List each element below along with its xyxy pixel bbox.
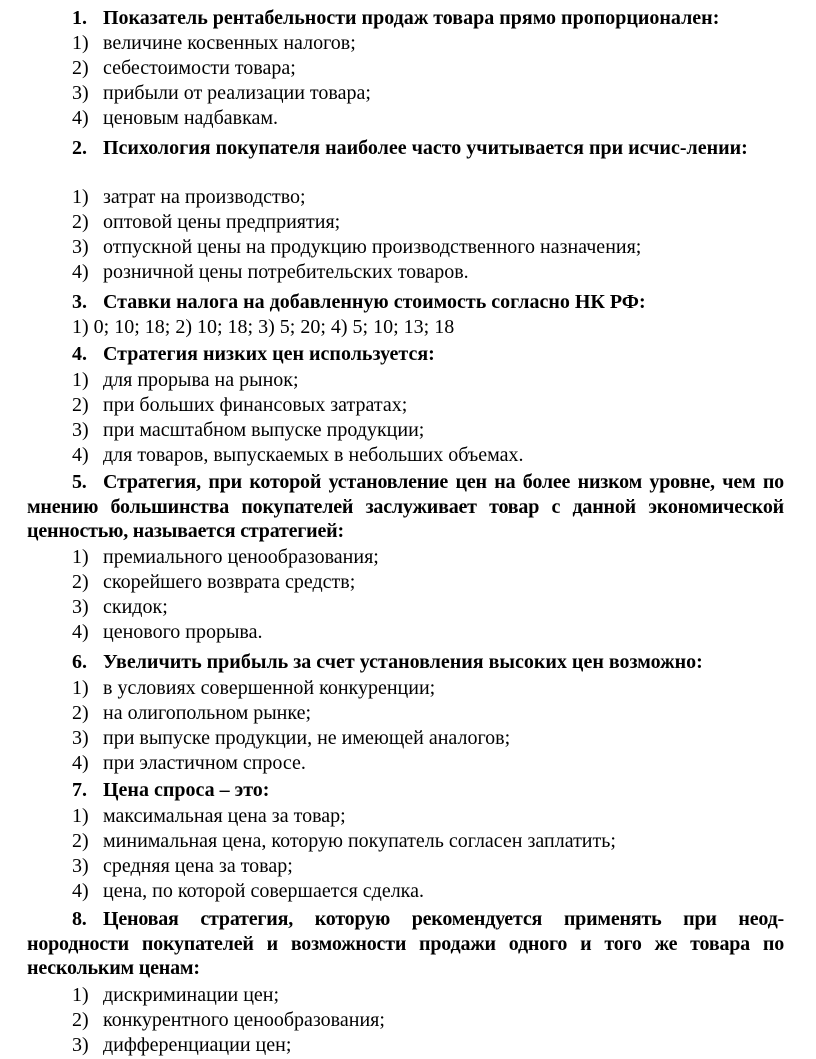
answer-text: затрат на производство; <box>103 186 306 208</box>
question-text: Ставки налога на добавленную стоимость согласно НК РФ: <box>103 291 646 313</box>
answer-4-3 <box>72 418 424 443</box>
answer-number: 2) <box>72 211 89 233</box>
question-number: 5. <box>72 471 87 493</box>
question-number: 4. <box>72 343 87 365</box>
answer-8-2 <box>72 1008 385 1033</box>
question-text: Увеличить прибыль за счет установления высоких цен возможно: <box>103 651 703 673</box>
question-text: Стратегия низких цен используется: <box>103 343 435 365</box>
answer-1-1 <box>72 31 356 56</box>
answer-2-4 <box>72 260 469 285</box>
answer-text: минимальная цена, которую покупатель согласен заплатить; <box>103 830 616 852</box>
answer-5-1 <box>72 545 379 570</box>
answer-text: ценового прорыва. <box>103 621 263 643</box>
question-5 <box>27 470 784 544</box>
question-7 <box>27 778 784 803</box>
answer-text: дифференциации цен; <box>103 1034 292 1056</box>
answer-number: 4) <box>72 621 89 643</box>
answer-text: конкурентного ценообразования; <box>103 1009 385 1031</box>
question-text: Ценовая стратегия, которую рекомендуется применять при неод-нородности покупателей и возможности продажи одного и того же товара по нескольким ценам: <box>27 908 784 979</box>
question-2 <box>27 136 784 161</box>
answer-7-3 <box>72 854 293 879</box>
answer-text: при больших финансовых затратах; <box>103 394 408 416</box>
answer-4-2 <box>72 393 407 418</box>
answer-number: 1) <box>72 677 89 699</box>
answer-text: дискриминации цен; <box>103 984 280 1006</box>
answer-3-inline: 1) 0; 10; 18; 2) 10; 18; 3) 5; 20; 4) 5; 10; 13; 18 <box>72 316 455 338</box>
answer-text: при эластичном спросе. <box>103 752 306 774</box>
answer-number: 3) <box>72 727 89 749</box>
answer-number: 4) <box>72 444 89 466</box>
answer-text: скидок; <box>103 596 168 618</box>
answer-number: 3) <box>72 596 89 618</box>
answer-text: оптовой цены предприятия; <box>103 211 341 233</box>
question-number: 2. <box>72 137 87 159</box>
answer-5-4 <box>72 620 263 645</box>
answer-number: 2) <box>72 57 89 79</box>
question-text: Показатель рентабельности продаж товара прямо пропорционален: <box>103 7 720 29</box>
answer-7-1 <box>72 804 346 829</box>
answer-text: ценовым надбавкам. <box>103 107 279 129</box>
answer-text: при масштабном выпуске продукции; <box>103 419 425 441</box>
answer-4-4 <box>72 443 524 468</box>
question-number: 6. <box>72 651 87 673</box>
question-1 <box>27 6 784 31</box>
question-number: 3. <box>72 291 87 313</box>
answer-text: цена, по которой совершается сделка. <box>103 880 424 902</box>
answer-number: 3) <box>72 1034 89 1056</box>
answer-text: себестоимости товара; <box>103 57 296 79</box>
answer-number: 1) <box>72 32 89 54</box>
answer-1-3 <box>72 81 371 106</box>
question-8 <box>27 907 784 981</box>
answer-4-1 <box>72 368 299 393</box>
answer-text: розничной цены потребительских товаров. <box>103 261 469 283</box>
answer-text: премиального ценообразования; <box>103 546 379 568</box>
question-text: Цена спроса – это: <box>103 779 270 801</box>
question-4 <box>27 342 784 367</box>
answer-2-2 <box>72 210 340 235</box>
answer-text: на олигопольном рынке; <box>103 702 312 724</box>
answer-number: 3) <box>72 82 89 104</box>
answer-6-1 <box>72 676 435 701</box>
answer-8-3 <box>72 1033 291 1058</box>
answer-number: 4) <box>72 880 89 902</box>
answer-number: 1) <box>72 805 89 827</box>
answer-number: 2) <box>72 830 89 852</box>
answer-5-2 <box>72 570 355 595</box>
answer-number: 1) <box>72 186 89 208</box>
answer-text: в условиях совершенной конкуренции; <box>103 677 436 699</box>
answer-number: 3) <box>72 236 89 258</box>
answer-number: 2) <box>72 702 89 724</box>
answer-7-2 <box>72 829 616 854</box>
answer-number: 2) <box>72 1009 89 1031</box>
question-number: 7. <box>72 779 87 801</box>
answer-6-3 <box>72 726 510 751</box>
answer-8-1 <box>72 983 279 1008</box>
question-6 <box>27 650 784 675</box>
answer-number: 3) <box>72 419 89 441</box>
answer-text: отпускной цены на продукцию производственного назначения; <box>103 236 642 258</box>
answer-1-2 <box>72 56 296 81</box>
answer-text: величине косвенных налогов; <box>103 32 356 54</box>
answer-text: прибыли от реализации товара; <box>103 82 371 104</box>
question-text: Стратегия, при которой установление цен на более низком уровне, чем по мнению большинства покупателей заслуживает товар с данной экономической ценностью, называется стратегией: <box>27 471 784 542</box>
answer-6-4 <box>72 751 306 776</box>
answer-5-3 <box>72 595 168 620</box>
question-3 <box>27 290 784 315</box>
answer-number: 2) <box>72 394 89 416</box>
answer-number: 1) <box>72 546 89 568</box>
answer-7-4 <box>72 879 424 904</box>
answer-text: для товаров, выпускаемых в небольших объемах. <box>103 444 524 466</box>
question-text: Психология покупателя наиболее часто учитывается при исчис-лении: <box>103 137 748 159</box>
answer-2-3 <box>72 235 641 260</box>
answer-number: 4) <box>72 752 89 774</box>
answer-text: средняя цена за товар; <box>103 855 293 877</box>
answer-number: 2) <box>72 571 89 593</box>
answer-text: для прорыва на рынок; <box>103 369 299 391</box>
answer-text: скорейшего возврата средств; <box>103 571 356 593</box>
answer-2-1 <box>72 185 306 210</box>
answer-number: 1) <box>72 984 89 1006</box>
answer-number: 4) <box>72 107 89 129</box>
answer-text: максимальная цена за товар; <box>103 805 346 827</box>
answer-number: 3) <box>72 855 89 877</box>
answer-text: при выпуске продукции, не имеющей аналогов; <box>103 727 511 749</box>
answer-number: 1) <box>72 369 89 391</box>
answer-1-4 <box>72 106 278 131</box>
answer-number: 4) <box>72 261 89 283</box>
question-number: 8. <box>72 908 87 930</box>
answer-6-2 <box>72 701 311 726</box>
question-number: 1. <box>72 7 87 29</box>
